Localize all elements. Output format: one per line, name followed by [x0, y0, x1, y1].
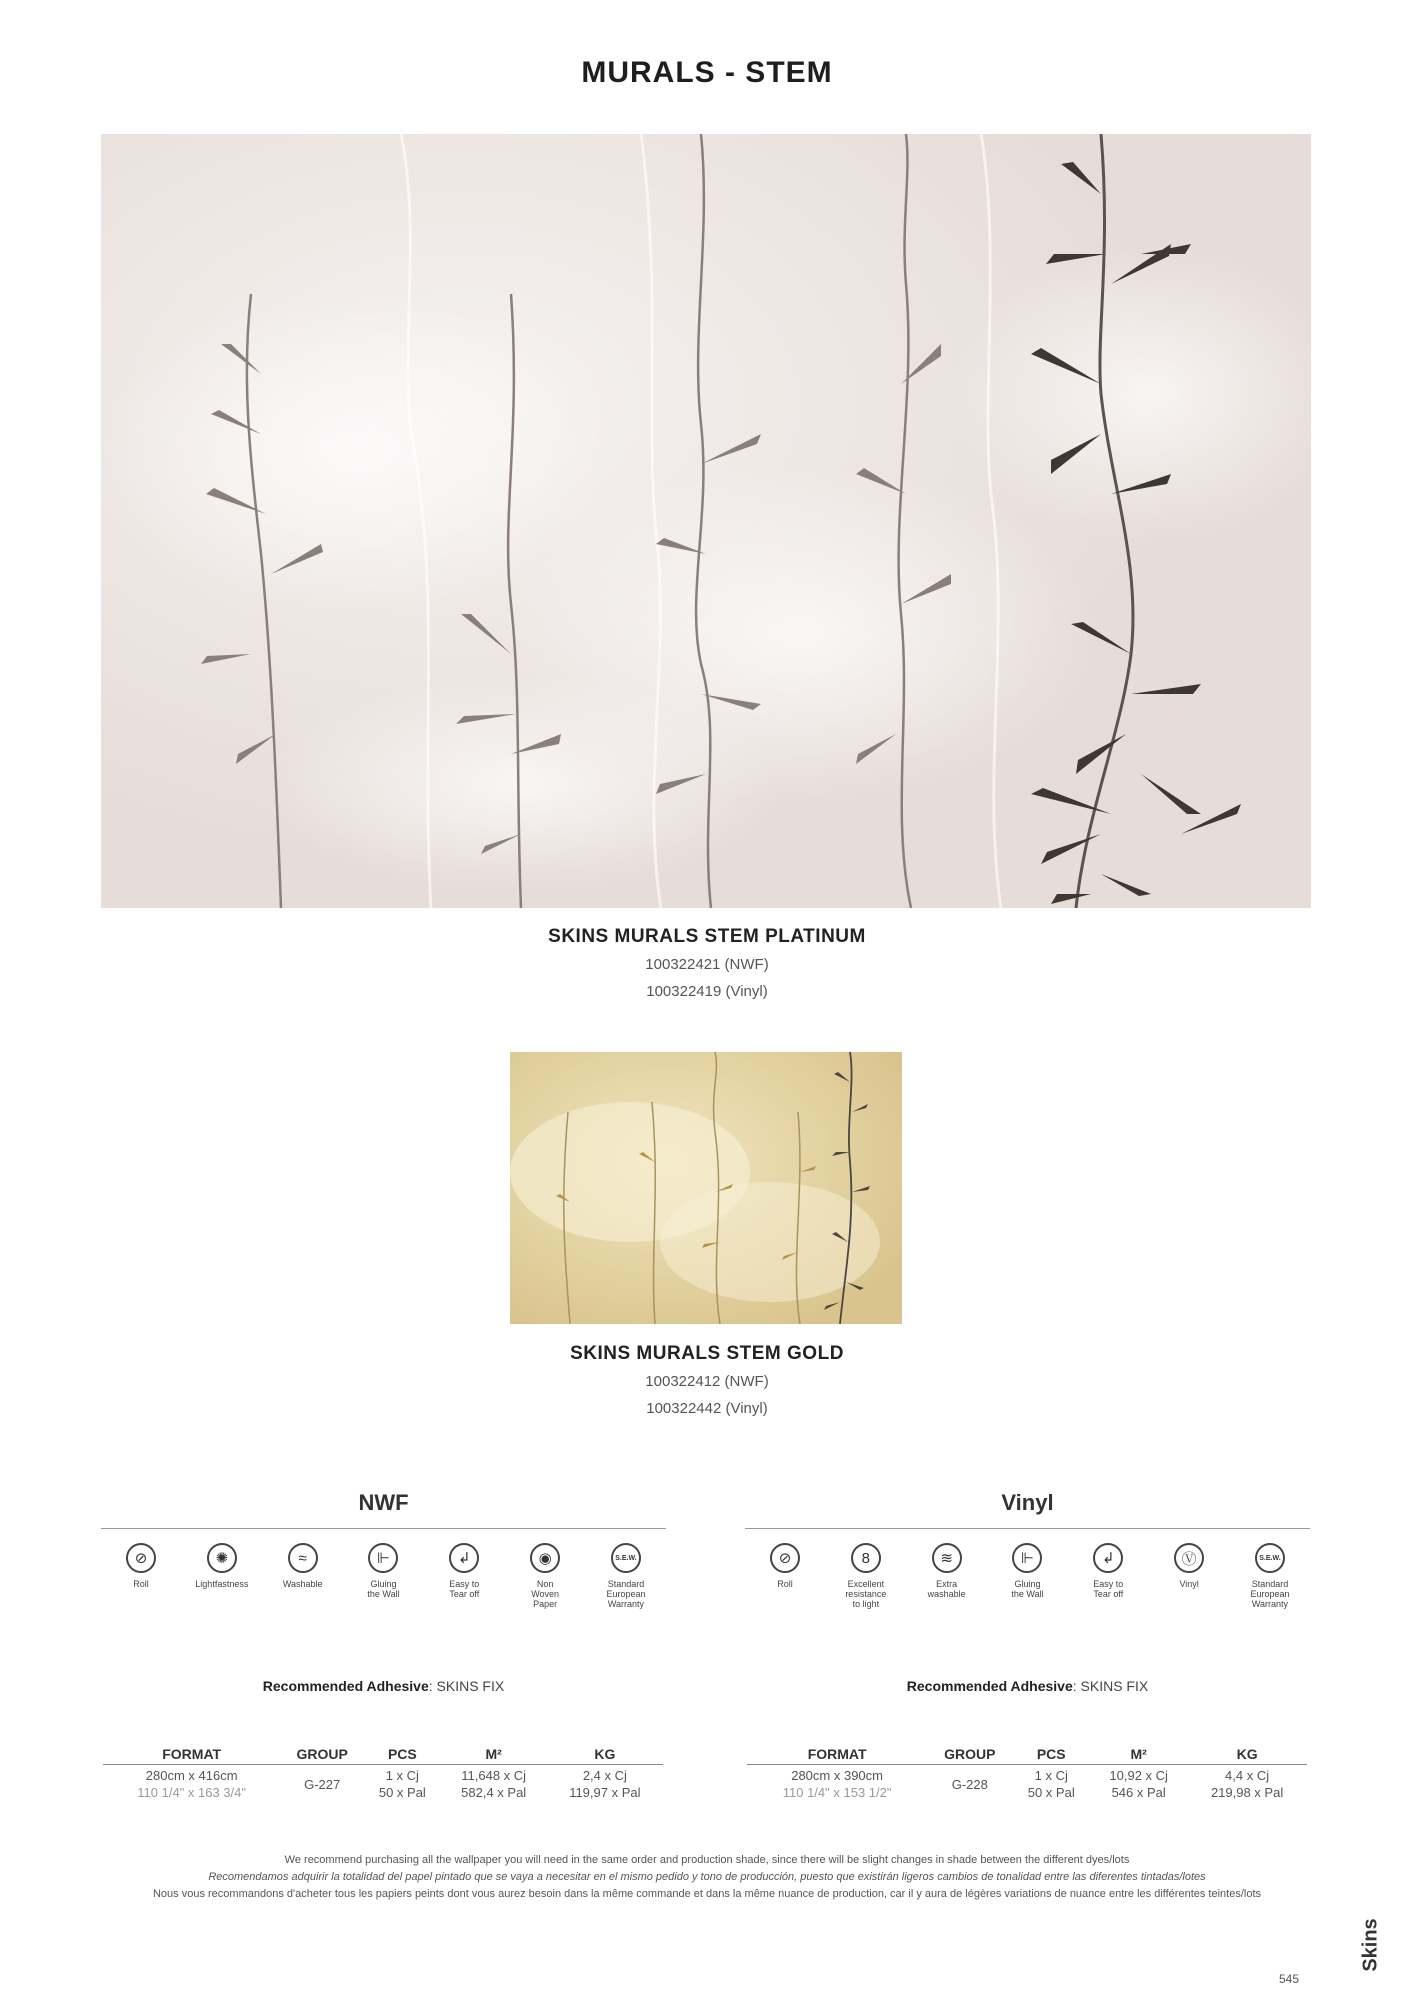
- shade-recommendation-notes: [60, 1852, 1354, 1903]
- pcs-per-pallet: 50 x Pal: [1027, 1785, 1075, 1800]
- lightfastness-icon: ✺: [207, 1543, 237, 1573]
- pcs-cell: [364, 1765, 441, 1802]
- m2-cell: [441, 1765, 547, 1802]
- adhesive-value: : SKINS FIX: [1072, 1678, 1149, 1694]
- column-header-kg: KG: [547, 1746, 663, 1765]
- format-metric: 280cm x 416cm: [145, 1768, 238, 1783]
- side-section-label: [1356, 1905, 1386, 1985]
- feature-lightfastness: [192, 1543, 252, 1609]
- column-header-group: GROUP: [280, 1746, 364, 1765]
- roll-icon: ⊘: [770, 1543, 800, 1573]
- feature-easy-to-tear-off: [1078, 1543, 1138, 1609]
- format-metric: 280cm x 390cm: [791, 1768, 883, 1783]
- feature-label: Gluing the Wall: [1011, 1579, 1044, 1599]
- m2-per-box: 11,648 x Cj: [461, 1768, 527, 1783]
- format-table-vinyl: [747, 1746, 1307, 1801]
- spec-block-nwf: [101, 1490, 666, 1609]
- excellent-resistance-to-light-icon: 8: [851, 1543, 881, 1573]
- feature-sew-warranty: [596, 1543, 656, 1609]
- format-cell: [103, 1765, 280, 1802]
- note-spanish: Recomendamos adquirir la totalidad del papel pintado que se vaya a necesitar en el mismo pedido y tono de producción, puesto que existirán ligeros cambios de tonalidad entre las diferentes tintadas/lotes: [208, 1871, 1206, 1883]
- recommended-adhesive-nwf: [101, 1678, 666, 1694]
- m2-per-pallet: 582,4 x Pal: [461, 1785, 527, 1800]
- spec-block-vinyl: [745, 1490, 1310, 1609]
- feature-label: Excellent resistance to light: [845, 1579, 887, 1609]
- sew-warranty-icon: S.E.W.: [1255, 1543, 1285, 1573]
- feature-easy-to-tear-off: [434, 1543, 494, 1609]
- format-cell: [747, 1765, 927, 1802]
- kg-cell: [547, 1765, 663, 1802]
- page-title: MURALS - STEM: [581, 56, 833, 89]
- feature-sew-warranty: [1240, 1543, 1300, 1609]
- table-row: [747, 1765, 1307, 1802]
- easy-to-tear-off-icon: ↲: [1093, 1543, 1123, 1573]
- pcs-per-box: 1 x Cj: [385, 1768, 419, 1783]
- washable-icon: ≈: [288, 1543, 318, 1573]
- note-french: Nous vous recommandons d'acheter tous les papiers peints dont vous aurez besoin dans la même commande et dans la même nuance de production, car il y aura de légères variations de nuance entre les différentes teintes/lots: [152, 1888, 1262, 1900]
- feature-label: Roll: [133, 1579, 149, 1589]
- pcs-per-pallet: 50 x Pal: [378, 1785, 426, 1800]
- non-woven-paper-icon: ◉: [530, 1543, 560, 1573]
- feature-label: Non Woven Paper: [531, 1579, 560, 1609]
- feature-vinyl: [1159, 1543, 1219, 1609]
- feature-icons-nwf: [101, 1529, 666, 1609]
- column-header-format: FORMAT: [103, 1746, 280, 1765]
- page-number: 545: [1279, 1972, 1300, 1986]
- column-header-m2: M²: [1090, 1746, 1187, 1765]
- m2-cell: [1090, 1765, 1187, 1802]
- kg-cell: [1187, 1765, 1307, 1802]
- spec-heading-nwf: NWF: [101, 1490, 666, 1529]
- m2-per-box: 10,92 x Cj: [1109, 1768, 1168, 1783]
- spec-heading-vinyl: Vinyl: [745, 1490, 1310, 1529]
- kg-per-pallet: 219,98 x Pal: [1210, 1785, 1284, 1800]
- column-header-kg: KG: [1187, 1746, 1307, 1765]
- feature-label: Easy to Tear off: [1093, 1579, 1124, 1599]
- feature-label: Vinyl: [1179, 1579, 1199, 1589]
- feature-label: Standard European Warranty: [606, 1579, 646, 1609]
- feature-extra-washable: [917, 1543, 977, 1609]
- product-code-gold-nwf: 100322412 (NWF): [645, 1373, 769, 1390]
- pcs-cell: [1012, 1765, 1090, 1802]
- column-header-format: FORMAT: [747, 1746, 927, 1765]
- feature-label: Extra washable: [927, 1579, 966, 1599]
- column-header-pcs: PCS: [364, 1746, 441, 1765]
- adhesive-value: : SKINS FIX: [428, 1678, 505, 1694]
- feature-label: Washable: [282, 1579, 323, 1589]
- feature-roll: [111, 1543, 171, 1609]
- feature-label: Easy to Tear off: [449, 1579, 480, 1599]
- feature-gluing-the-wall: [997, 1543, 1057, 1609]
- roll-icon: ⊘: [126, 1543, 156, 1573]
- kg-per-box: 4,4 x Cj: [1225, 1768, 1270, 1783]
- format-table-nwf: [103, 1746, 663, 1801]
- kg-per-box: 2,4 x Cj: [582, 1768, 627, 1783]
- feature-icons-vinyl: [745, 1529, 1310, 1609]
- section-label-text: Skins: [1359, 1918, 1382, 1972]
- mural-image-stem-platinum: [101, 134, 1311, 908]
- column-header-m2: M²: [441, 1746, 547, 1765]
- product-name-platinum: SKINS MURALS STEM PLATINUM: [548, 926, 866, 947]
- extra-washable-icon: ≋: [932, 1543, 962, 1573]
- feature-gluing-the-wall: [353, 1543, 413, 1609]
- table-row: [103, 1765, 663, 1802]
- format-imperial: 110 1/4" x 153 1/2": [782, 1785, 892, 1800]
- m2-per-pallet: 546 x Pal: [1111, 1785, 1166, 1800]
- vinyl-icon: Ⓥ: [1174, 1543, 1204, 1573]
- note-english: We recommend purchasing all the wallpaper you will need in the same order and production shade, since there will be slight changes in shade between the different dyes/lots: [284, 1854, 1130, 1866]
- feature-label: Lightfastness: [195, 1579, 249, 1589]
- format-imperial: 110 1/4" x 163 3/4": [137, 1785, 247, 1800]
- feature-label: Gluing the Wall: [367, 1579, 400, 1599]
- product-code-gold-vinyl: 100322442 (Vinyl): [646, 1400, 768, 1417]
- group-cell: G-228: [951, 1776, 988, 1792]
- easy-to-tear-off-icon: ↲: [449, 1543, 479, 1573]
- gluing-the-wall-icon: ⊩: [368, 1543, 398, 1573]
- product-name-gold: SKINS MURALS STEM GOLD: [570, 1343, 844, 1364]
- mural-image-stem-gold: [510, 1052, 902, 1324]
- recommended-adhesive-vinyl: [745, 1678, 1310, 1694]
- feature-washable: [273, 1543, 333, 1609]
- gluing-the-wall-icon: ⊩: [1012, 1543, 1042, 1573]
- adhesive-label: Recommended Adhesive: [906, 1678, 1073, 1694]
- group-cell: G-227: [304, 1776, 341, 1792]
- product-code-platinum-vinyl: 100322419 (Vinyl): [646, 983, 768, 1000]
- feature-label: Standard European Warranty: [1250, 1579, 1290, 1609]
- column-header-pcs: PCS: [1012, 1746, 1090, 1765]
- feature-label: Roll: [777, 1579, 793, 1589]
- adhesive-label: Recommended Adhesive: [262, 1678, 429, 1694]
- feature-non-woven-paper: [515, 1543, 575, 1609]
- pcs-per-box: 1 x Cj: [1034, 1768, 1068, 1783]
- product-code-platinum-nwf: 100322421 (NWF): [645, 956, 769, 973]
- feature-roll: [755, 1543, 815, 1609]
- column-header-group: GROUP: [927, 1746, 1012, 1765]
- kg-per-pallet: 119,97 x Pal: [569, 1785, 641, 1800]
- sew-warranty-icon: S.E.W.: [611, 1543, 641, 1573]
- feature-excellent-resistance-to-light: [836, 1543, 896, 1609]
